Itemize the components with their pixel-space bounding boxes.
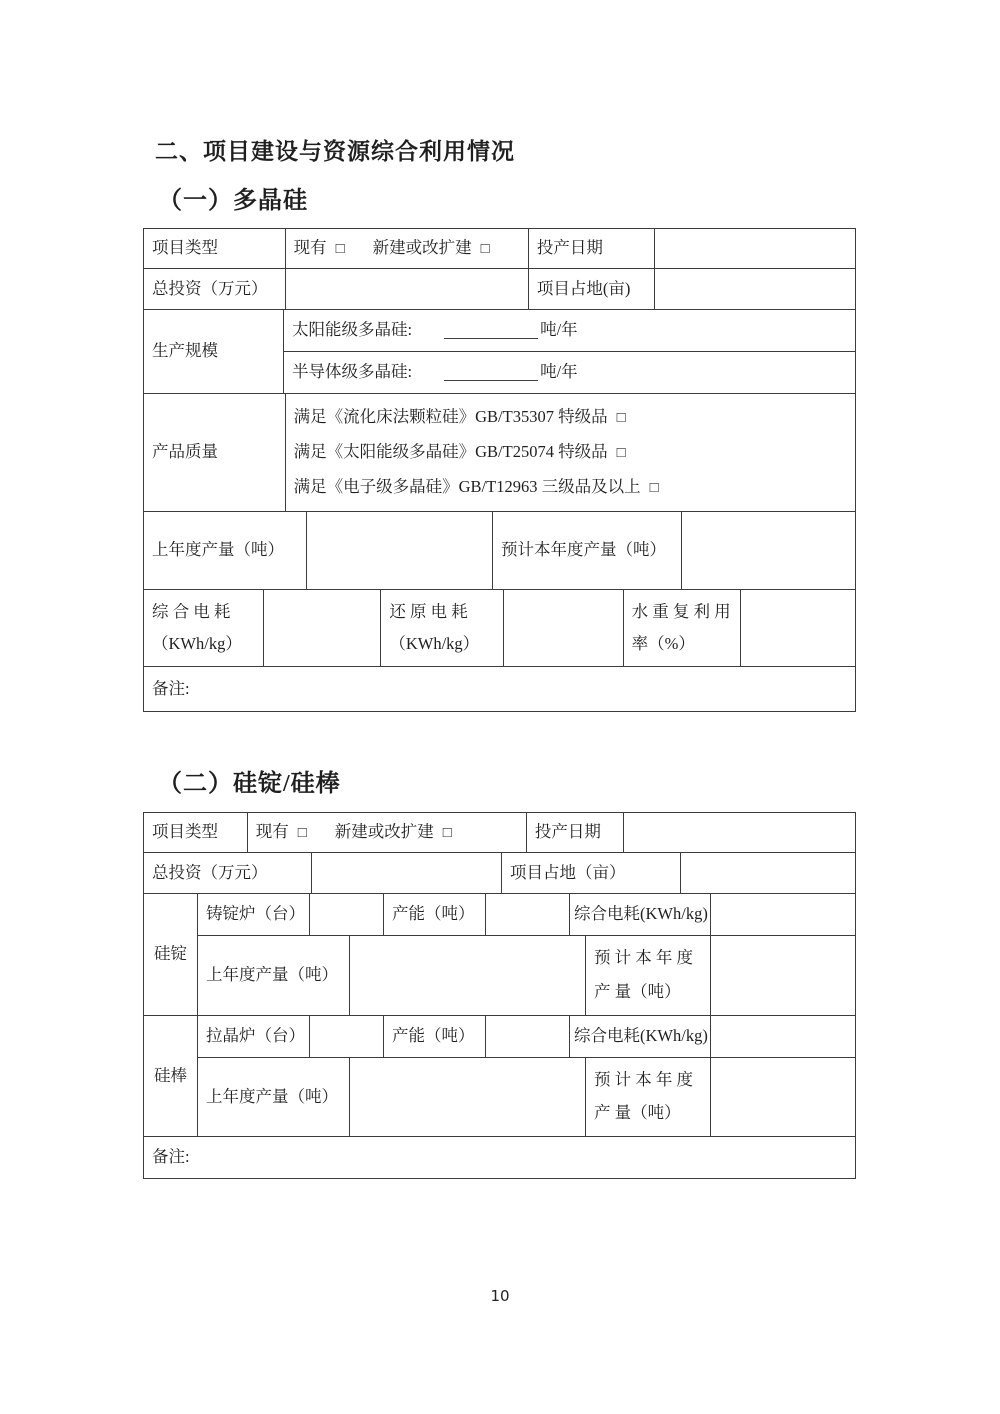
poly-quality-text-2: 满足《太阳能级多晶硅》GB/T25074 特级品 [293, 442, 608, 462]
ingot-capacity-value-cell [486, 894, 570, 935]
rod-this-year-line1: 预 计 本 年 度 [594, 1069, 693, 1089]
ingot-capacity-label: 产能（吨） [384, 894, 486, 935]
poly-product-quality-content [286, 394, 855, 511]
ingot-this-year-line2: 产 量（吨） [594, 981, 681, 1001]
poly-project-type-options [286, 229, 529, 268]
poly-row-power [144, 590, 855, 667]
rod-last-year-output-value-cell [350, 1058, 586, 1136]
poly-row-product-quality [144, 394, 855, 512]
ingot-project-type-label: 项目类型 [144, 813, 248, 852]
rod-group [144, 1016, 855, 1137]
poly-quality-text-1: 满足《流化床法颗粒硅》GB/T35307 特级品 [293, 407, 608, 427]
casting-furnace-label: 铸锭炉（台） [198, 894, 310, 935]
ingot-comp-power-label: 综合电耗(KWh/kg) [570, 894, 711, 935]
poly-remark-label: 备注: [152, 678, 190, 698]
poly-land-area-label: 项目占地(亩) [529, 269, 655, 309]
poly-semi-grade-row [284, 352, 855, 394]
rod-capacity-label: 产能（吨） [384, 1016, 486, 1057]
ingot-this-year-output-value-cell [711, 936, 855, 1015]
ingot-output-row [198, 936, 855, 1015]
rod-group-content [198, 1016, 855, 1136]
poly-row-production-scale [144, 310, 855, 394]
ingot-commission-date-label: 投产日期 [527, 813, 624, 852]
poly-solar-grade-label: 太阳能级多晶硅: [292, 319, 413, 339]
poly-solar-grade-cell [284, 310, 855, 351]
ingot-land-area-label: 项目占地（亩） [502, 853, 681, 893]
ingot-new-expand-checkbox: □ [442, 825, 452, 842]
poly-new-expand-label: 新建或改扩建 [372, 238, 472, 258]
polysilicon-table [143, 228, 856, 712]
ingot-last-year-output-value-cell [350, 936, 586, 1015]
poly-commission-date-label: 投产日期 [529, 229, 655, 268]
poly-reduction-power-line1: 还 原 电 耗 [389, 601, 468, 621]
poly-this-year-output-value-cell [682, 512, 855, 589]
poly-quality-checkbox-1: □ [616, 410, 626, 427]
rod-comp-power-value-cell [711, 1016, 855, 1057]
poly-commission-date-value-cell [655, 229, 855, 268]
ingot-existing-checkbox: □ [297, 825, 307, 842]
rod-this-year-output-label [586, 1058, 711, 1136]
ingot-land-area-value-cell [681, 853, 856, 893]
poly-row-remark [144, 667, 855, 711]
rod-this-year-output-value-cell [711, 1058, 855, 1136]
section-heading: 二、项目建设与资源综合利用情况 [155, 138, 515, 164]
ingot-furnace-row [198, 894, 855, 936]
ingot-row-investment [144, 853, 855, 894]
poly-row-project-type [144, 229, 855, 269]
rod-group-label: 硅棒 [144, 1016, 198, 1136]
ingot-group [144, 894, 855, 1016]
poly-water-reuse-line1: 水 重 复 利 用 [631, 601, 731, 621]
poly-project-type-label: 项目类型 [144, 229, 286, 268]
rod-comp-power-label: 综合电耗(KWh/kg) [570, 1016, 711, 1057]
ingot-last-year-output-label: 上年度产量（吨） [198, 936, 350, 1015]
ingot-comp-power-value-cell [711, 894, 855, 935]
poly-quality-line-2 [294, 442, 626, 463]
poly-solar-grade-unit: 吨/年 [540, 319, 578, 339]
ingot-project-type-options [248, 813, 527, 852]
poly-comp-power-line2: （KWh/kg） [152, 633, 242, 653]
ingot-remark-label: 备注: [152, 1147, 190, 1167]
poly-water-reuse-value-cell [741, 590, 855, 666]
rod-furnace-row [198, 1016, 855, 1058]
ingot-investment-value-cell [312, 853, 502, 893]
poly-production-scale-label: 生产规模 [144, 310, 284, 393]
ingot-row-project-type [144, 813, 855, 853]
poly-water-reuse-label [624, 590, 742, 666]
ingot-new-expand-label: 新建或改扩建 [334, 822, 434, 842]
poly-reduction-power-line2: （KWh/kg） [389, 633, 480, 653]
poly-comp-power-value-cell [264, 590, 382, 666]
poly-product-quality-label: 产品质量 [144, 394, 286, 511]
poly-last-year-output-value-cell [307, 512, 493, 589]
poly-new-expand-checkbox: □ [480, 241, 490, 258]
poly-semi-grade-unit: 吨/年 [540, 361, 578, 381]
subsection-title-polysilicon: （一）多晶硅 [158, 188, 308, 214]
poly-investment-value-cell [286, 269, 529, 309]
fill-in-blank [444, 322, 538, 339]
rod-output-row [198, 1058, 855, 1136]
ingot-row-remark [144, 1137, 855, 1178]
poly-last-year-output-label: 上年度产量（吨） [144, 512, 307, 589]
poly-comp-power-label [144, 590, 264, 666]
poly-row-investment [144, 269, 855, 310]
poly-semi-grade-label: 半导体级多晶硅: [292, 361, 413, 381]
poly-quality-text-3: 满足《电子级多晶硅》GB/T12963 三级品及以上 [293, 477, 641, 497]
poly-existing-checkbox: □ [335, 241, 345, 258]
poly-row-output [144, 512, 855, 590]
ingot-commission-date-value-cell [624, 813, 855, 852]
poly-quality-checkbox-3: □ [649, 480, 659, 497]
ingot-this-year-output-label [586, 936, 711, 1015]
casting-furnace-value-cell [310, 894, 384, 935]
poly-quality-line-3 [294, 477, 659, 498]
ingot-rod-table [143, 812, 856, 1179]
rod-capacity-value-cell [486, 1016, 570, 1057]
ingot-existing-label: 现有 [255, 822, 289, 842]
rod-this-year-line2: 产 量（吨） [594, 1103, 681, 1123]
poly-water-reuse-line2: 率（%） [631, 633, 695, 653]
pulling-furnace-value-cell [310, 1016, 384, 1057]
rod-last-year-output-label: 上年度产量（吨） [198, 1058, 350, 1136]
ingot-this-year-line1: 预 计 本 年 度 [594, 948, 693, 968]
poly-comp-power-line1: 综 合 电 耗 [152, 601, 231, 621]
fill-in-blank [444, 364, 538, 381]
ingot-group-label: 硅锭 [144, 894, 198, 1015]
poly-investment-label: 总投资（万元） [144, 269, 286, 309]
poly-production-scale-content [284, 310, 855, 393]
poly-existing-label: 现有 [293, 238, 327, 258]
pulling-furnace-label: 拉晶炉（台） [198, 1016, 310, 1057]
poly-reduction-power-value-cell [504, 590, 624, 666]
poly-this-year-output-label: 预计本年度产量（吨） [493, 512, 682, 589]
ingot-group-content [198, 894, 855, 1015]
page-number: 10 [490, 1287, 510, 1305]
poly-solar-grade-row [284, 310, 855, 352]
subsection-title-ingot-rod: （二）硅锭/硅棒 [158, 771, 341, 797]
poly-land-area-value-cell [655, 269, 855, 309]
poly-semi-grade-cell [284, 352, 855, 394]
poly-reduction-power-label [381, 590, 504, 666]
poly-quality-line-1 [294, 407, 626, 428]
poly-quality-checkbox-2: □ [616, 445, 626, 462]
ingot-investment-label: 总投资（万元） [144, 853, 312, 893]
